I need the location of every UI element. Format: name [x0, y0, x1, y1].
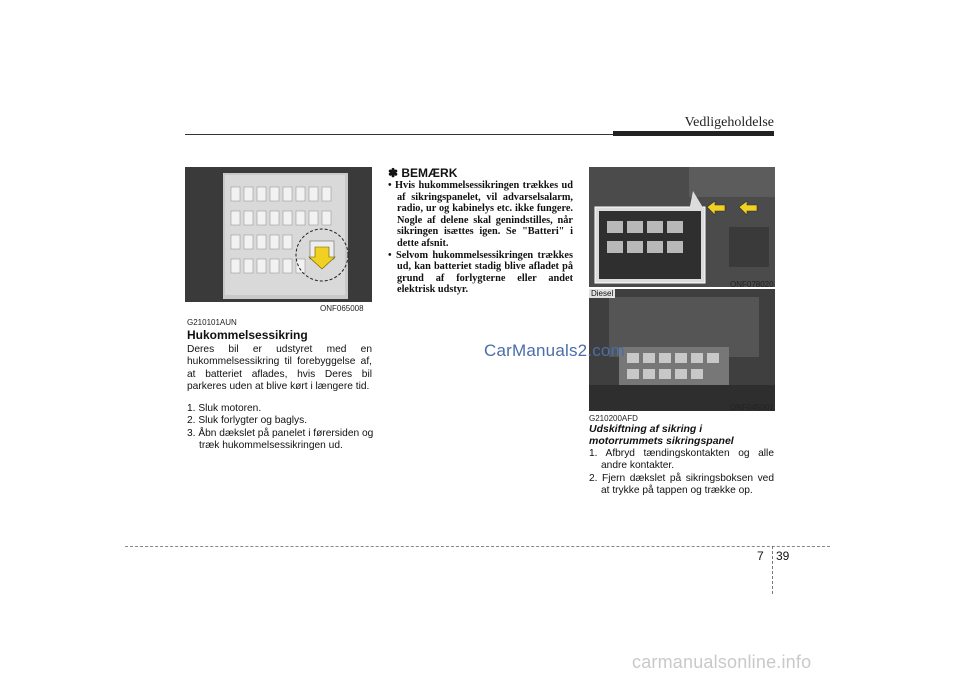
- diesel-label: Diesel: [591, 289, 614, 298]
- heading-memory-fuse: Hukommelsessikring: [187, 328, 308, 342]
- list-item: 1. Afbryd tændingskontakten og alle andre kontakter.: [589, 448, 774, 472]
- figure-caption-right-1: ONF078020: [730, 280, 774, 289]
- note-title: ✽ BEMÆRK: [388, 166, 458, 180]
- watermark-text: CarManuals2.com: [484, 341, 625, 360]
- header-bar: [613, 131, 774, 136]
- list-item: 1. Sluk motoren.: [187, 403, 262, 414]
- note-list: [388, 180, 573, 296]
- heading-engine-fuse: [589, 424, 734, 447]
- figure-caption-left: ONF065008: [320, 304, 364, 313]
- paragraph-memory-fuse: Deres bil er udstyret med en hukommelsessikring til forebyggelse af, at batteriet aflades, hvis Deres bil parkeres uden at blive kørt i længere tid.: [187, 344, 372, 393]
- footer-site-link[interactable]: carmanualsonline.info: [632, 652, 812, 672]
- engine-fusebox-photo: [589, 167, 775, 287]
- heading-line-1: Udskiftning af sikring i: [589, 423, 703, 435]
- heading-line-2: motorrummets sikringspanel: [589, 434, 734, 447]
- list-item: 3. Åbn dækslet på panelet i førersiden og træk hukommelsessikringen ud.: [187, 427, 374, 452]
- section-title: Vedligeholdelse: [684, 115, 774, 130]
- list-item: 2. Fjern dækslet på sikringsboksen ved at trykke på tappen og trække op.: [589, 472, 774, 497]
- page-divider: [772, 546, 773, 594]
- section-code-left: G210101AUN: [187, 318, 237, 327]
- section-code-right: G210200AFD: [589, 414, 638, 423]
- list-item: • Hvis hukommelsessikringen trækkes ud af sikringspanelet, vil advarselsalarm, radio, ur og kabinelys etc. ikke fungere. Nogle af delene skal genindstilles, når sikringen isættes igen. Se "Batteri" i dette afsnit.: [388, 180, 573, 249]
- header-rule: [185, 134, 613, 135]
- footer-rule: [125, 546, 830, 547]
- list-item: 2. Sluk forlygter og baglys.: [187, 415, 308, 427]
- page-chapter: 7: [757, 549, 764, 563]
- figure-caption-right-2: ONF045001: [730, 403, 774, 412]
- steps-list-left: [187, 403, 374, 453]
- list-item: • Selvom hukommelsessikringen trækkes ud, kan batteriet stadig blive afladet på grund af forlygterne eller andet elektrisk udstyr.: [388, 249, 573, 296]
- page-number: 39: [776, 549, 790, 563]
- fuse-panel-photo: [185, 167, 372, 302]
- steps-list-right: [589, 448, 774, 498]
